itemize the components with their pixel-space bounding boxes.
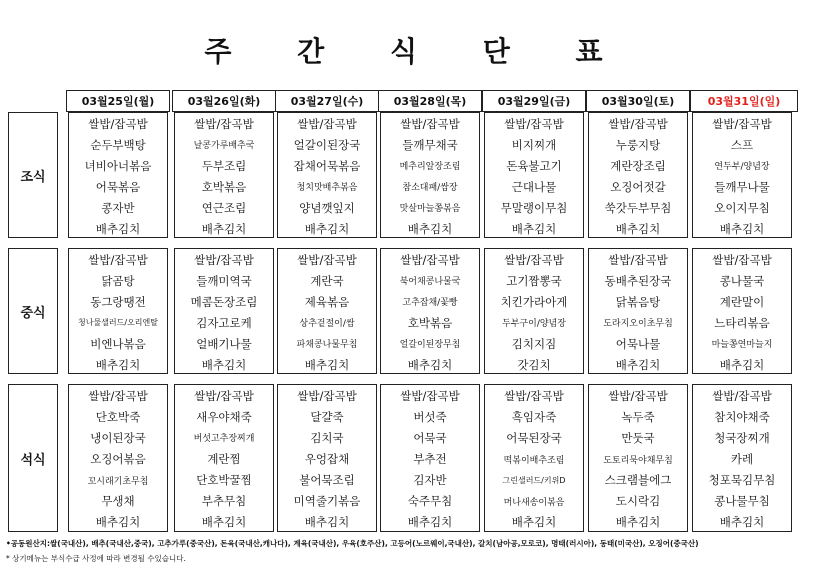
menu-item: 날콩가루배추국 bbox=[193, 141, 255, 151]
menu-item: 고추잡채/꽃빵 bbox=[402, 298, 458, 308]
menu-item: 녹두죽 bbox=[621, 409, 655, 424]
menu-item: 배추김치 bbox=[201, 221, 247, 236]
menu-item: 메추리알장조림 bbox=[399, 162, 461, 172]
day-column bbox=[692, 248, 792, 374]
menu-item: 배추김치 bbox=[95, 515, 141, 530]
menu-item: 배추김치 bbox=[95, 221, 141, 236]
menu-item: 도토리묵야채무침 bbox=[603, 455, 673, 466]
menu-item: 쌀밥/잡곡밥 bbox=[194, 252, 254, 267]
day-column bbox=[277, 248, 377, 374]
day-header: 03월28일(목) bbox=[378, 90, 482, 112]
menu-item: 김치국 bbox=[310, 430, 344, 445]
day-column bbox=[380, 384, 480, 532]
day-column bbox=[68, 384, 168, 532]
menu-item: 두부구이/양념장 bbox=[502, 319, 566, 329]
day-column bbox=[174, 112, 274, 238]
menu-item: 김자고로케 bbox=[196, 315, 252, 330]
menu-item: 배추김치 bbox=[511, 515, 557, 530]
menu-item: 쌀밥/잡곡밥 bbox=[194, 116, 254, 131]
menu-item: 돈육불고기 bbox=[506, 158, 562, 173]
day-header: 03월31일(일) bbox=[690, 90, 798, 112]
menu-item: 부추전 bbox=[413, 452, 447, 466]
menu-item: 쌀밥/잡곡밥 bbox=[400, 388, 460, 403]
menu-item: 참소대패/쌈장 bbox=[402, 183, 458, 193]
menu-item: 얼배기나물 bbox=[196, 336, 252, 351]
menu-item: 마늘쫑연마늘지 bbox=[711, 340, 773, 350]
menu-item: 맛살마늘쫑볶음 bbox=[399, 204, 461, 214]
menu-item: 갓김치 bbox=[517, 357, 551, 372]
menu-item: 배추김치 bbox=[615, 515, 661, 530]
menu-item: 쌀밥/잡곡밥 bbox=[608, 388, 668, 403]
day-column bbox=[484, 112, 584, 238]
menu-item: 버섯고추장찌개 bbox=[193, 434, 255, 445]
menu-item: 콩자반 bbox=[101, 200, 135, 215]
menu-item: 쌀밥/잡곡밥 bbox=[504, 388, 564, 403]
menu-item: 계란국 bbox=[310, 273, 344, 288]
menu-item: 양념깻잎지 bbox=[299, 200, 355, 215]
menu-item: 메콤돈장조림 bbox=[190, 294, 258, 309]
menu-item: 어묵나물 bbox=[615, 336, 661, 351]
menu-item: 오징어젓갈 bbox=[610, 179, 666, 194]
day-header: 03월25일(월) bbox=[66, 90, 170, 112]
menu-item: 참치야채죽 bbox=[714, 409, 770, 424]
day-column bbox=[588, 248, 688, 374]
day-column bbox=[277, 384, 377, 532]
menu-item: 만둣국 bbox=[621, 430, 655, 445]
day-column bbox=[68, 248, 168, 374]
menu-item: 머나새송이볶음 bbox=[503, 497, 565, 508]
menu-item: 배추김치 bbox=[304, 221, 350, 236]
menu-item: 청국장찌개 bbox=[714, 430, 770, 445]
menu-item: 청포묵김무침 bbox=[708, 473, 776, 488]
day-header: 03월26일(화) bbox=[172, 90, 276, 112]
menu-item: 고기짬뽕국 bbox=[506, 273, 562, 288]
menu-item: 오이지무침 bbox=[714, 200, 770, 215]
menu-item: 불어묵조림 bbox=[299, 473, 355, 488]
menu-item: 쌀밥/잡곡밥 bbox=[88, 388, 148, 403]
menu-item: 계란장조림 bbox=[610, 158, 666, 173]
menu-item: 콩나물무침 bbox=[714, 494, 770, 509]
menu-item: 냉이된장국 bbox=[90, 430, 146, 445]
menu-item: 북어채콩나물국 bbox=[399, 277, 461, 287]
menu-item: 들깨미역국 bbox=[196, 273, 252, 288]
page-title: 주 간 식 단 표 bbox=[204, 35, 631, 68]
menu-item: 쌀밥/잡곡밥 bbox=[194, 388, 254, 403]
menu-item: 닭볶음탕 bbox=[615, 294, 661, 309]
menu-item: 호박볶음 bbox=[407, 315, 453, 330]
menu-item: 들깨무나물 bbox=[714, 179, 770, 194]
menu-item: 배추김치 bbox=[407, 357, 453, 372]
menu-item: 닭곰탕 bbox=[101, 273, 135, 288]
menu-item: 순두부백탕 bbox=[90, 137, 146, 152]
menu-item: 달걀죽 bbox=[310, 409, 344, 424]
day-column bbox=[588, 384, 688, 532]
menu-item: 쌀밥/잡곡밥 bbox=[608, 252, 668, 267]
menu-item: 얼갈이된장국 bbox=[293, 137, 361, 152]
day-header: 03월30일(토) bbox=[586, 90, 690, 112]
menu-item: 버섯죽 bbox=[413, 409, 447, 424]
day-column bbox=[174, 384, 274, 532]
menu-item: 배추김치 bbox=[719, 515, 765, 530]
menu-item: 숙주무침 bbox=[407, 494, 453, 509]
day-column bbox=[380, 248, 480, 374]
menu-item: 동그랑땡전 bbox=[90, 294, 146, 309]
meal-label: 중식 bbox=[8, 248, 58, 374]
menu-item: 쌀밥/잡곡밥 bbox=[88, 252, 148, 267]
menu-item: 배추김치 bbox=[407, 515, 453, 530]
menu-item: 쌀밥/잡곡밥 bbox=[608, 116, 668, 131]
menu-item: 비엔나볶음 bbox=[90, 336, 146, 351]
menu-item: 어묵된장국 bbox=[506, 430, 562, 445]
menu-item: 녀비아너볶음 bbox=[84, 158, 152, 173]
menu-item: 그린샐러드/키위D bbox=[502, 475, 566, 485]
menu-item: 배추김치 bbox=[719, 221, 765, 236]
day-header: 03월27일(수) bbox=[275, 90, 379, 112]
day-column bbox=[692, 384, 792, 532]
menu-item: 쌀밥/잡곡밥 bbox=[88, 116, 148, 131]
day-header: 03월29일(금) bbox=[482, 90, 586, 112]
day-column bbox=[68, 112, 168, 238]
menu-item: 배추김치 bbox=[201, 357, 247, 372]
menu-item: 쌀밥/잡곡밥 bbox=[297, 116, 357, 131]
menu-item: 청나물샐러드/오리엔탈 bbox=[78, 318, 158, 327]
origin-note: •공동원산지:쌀(국내산), 배추(국내산,중국), 고추가루(중국산), 돈육(국내산,캐나다), 계육(국내산), 우육(호주산), 고등어(노르웨이,국내산), 갈치(남아공,모로코), 명태(러시아), 동태(미국산), 오징어(중국산) bbox=[6, 539, 699, 548]
menu-item: 무말랭이무침 bbox=[500, 200, 568, 215]
menu-item: 도라지오이초무침 bbox=[603, 319, 673, 329]
menu-item: 잡채어묵볶음 bbox=[293, 158, 361, 173]
menu-item: 김치지짐 bbox=[511, 336, 557, 351]
meal-label: 조식 bbox=[8, 112, 58, 238]
menu-item: 무생채 bbox=[101, 494, 135, 509]
menu-item: 배추김치 bbox=[407, 221, 453, 236]
menu-item: 도시락김 bbox=[615, 494, 661, 509]
menu-item: 배추김치 bbox=[304, 515, 350, 530]
menu-item: 배추김치 bbox=[304, 357, 350, 372]
menu-item: 계란찜 bbox=[207, 452, 241, 466]
menu-item: 떡볶이배추조림 bbox=[503, 455, 565, 466]
menu-item: 얼갈이된장무침 bbox=[399, 340, 461, 350]
menu-item: 흑임자죽 bbox=[511, 409, 557, 424]
menu-item: 청치맛배추볶음 bbox=[296, 183, 358, 193]
menu-item: 계란말이 bbox=[719, 294, 765, 309]
menu-item: 쌀밥/잡곡밥 bbox=[400, 252, 460, 267]
menu-item: 배추김치 bbox=[95, 357, 141, 372]
menu-item: 비지찌개 bbox=[511, 137, 557, 152]
menu-item: 쌀밥/잡곡밥 bbox=[504, 116, 564, 131]
menu-item: 누룽지탕 bbox=[615, 137, 661, 152]
menu-item: 근대나물 bbox=[511, 179, 557, 194]
menu-item: 제육볶음 bbox=[304, 294, 350, 309]
menu-item: 쌀밥/잡곡밥 bbox=[400, 116, 460, 131]
menu-item: 새우야채죽 bbox=[196, 409, 252, 424]
meal-label: 석식 bbox=[8, 384, 58, 532]
menu-item: 꼬시래기초무침 bbox=[87, 476, 149, 487]
menu-item: 치킨가라아게 bbox=[500, 294, 568, 309]
menu-item: 배추김치 bbox=[615, 357, 661, 372]
menu-item: 오징어볶음 bbox=[90, 452, 146, 466]
menu-item: 쌀밥/잡곡밥 bbox=[712, 252, 772, 267]
menu-item: 쌀밥/잡곡밥 bbox=[712, 388, 772, 403]
day-column bbox=[484, 384, 584, 532]
menu-item: 김자반 bbox=[413, 473, 447, 488]
menu-item: 상추겉절이/쌈 bbox=[299, 319, 355, 329]
day-column bbox=[588, 112, 688, 238]
menu-item: 어묵국 bbox=[413, 430, 447, 445]
menu-item: 들깨무채국 bbox=[402, 137, 458, 152]
menu-item: 스프 bbox=[730, 137, 754, 152]
day-column bbox=[174, 248, 274, 374]
menu-item: 스크램블에그 bbox=[604, 473, 672, 488]
menu-item: 단호박죽 bbox=[95, 409, 141, 424]
menu-item: 파채콩나물무침 bbox=[296, 340, 358, 350]
menu-item: 두부조림 bbox=[201, 158, 247, 173]
menu-item: 동배추된장국 bbox=[604, 273, 672, 288]
menu-item: 쑥갓두부무침 bbox=[604, 200, 672, 215]
menu-item: 배추김치 bbox=[615, 221, 661, 236]
menu-item: 쌀밥/잡곡밥 bbox=[504, 252, 564, 267]
day-column bbox=[380, 112, 480, 238]
menu-item: 단호박꿀찜 bbox=[196, 473, 252, 488]
menu-item: 어묵볶음 bbox=[95, 179, 141, 194]
menu-item: 느타리볶음 bbox=[714, 315, 770, 330]
menu-item: 배추김치 bbox=[511, 221, 557, 236]
menu-item: 부추무침 bbox=[201, 494, 247, 509]
menu-item: 쌀밥/잡곡밥 bbox=[712, 116, 772, 131]
menu-item: 호박볶음 bbox=[201, 179, 247, 194]
menu-item: 쌀밥/잡곡밥 bbox=[297, 252, 357, 267]
day-column bbox=[277, 112, 377, 238]
menu-item: 배추김치 bbox=[201, 515, 247, 530]
menu-item: 연두부/양념장 bbox=[714, 162, 770, 172]
menu-item: 쌀밥/잡곡밥 bbox=[297, 388, 357, 403]
menu-item: 배추김치 bbox=[719, 357, 765, 372]
menu-item: 연근조림 bbox=[201, 200, 247, 215]
day-column bbox=[692, 112, 792, 238]
menu-item: 콩나물국 bbox=[719, 273, 765, 288]
day-column bbox=[484, 248, 584, 374]
menu-item: 카레 bbox=[730, 452, 754, 466]
change-notice: * 상기메뉴는 부식수급 사정에 따라 변경될 수있습니다. bbox=[6, 554, 186, 563]
menu-item: 우엉잡채 bbox=[304, 452, 350, 466]
menu-item: 미역줄기볶음 bbox=[293, 494, 361, 509]
